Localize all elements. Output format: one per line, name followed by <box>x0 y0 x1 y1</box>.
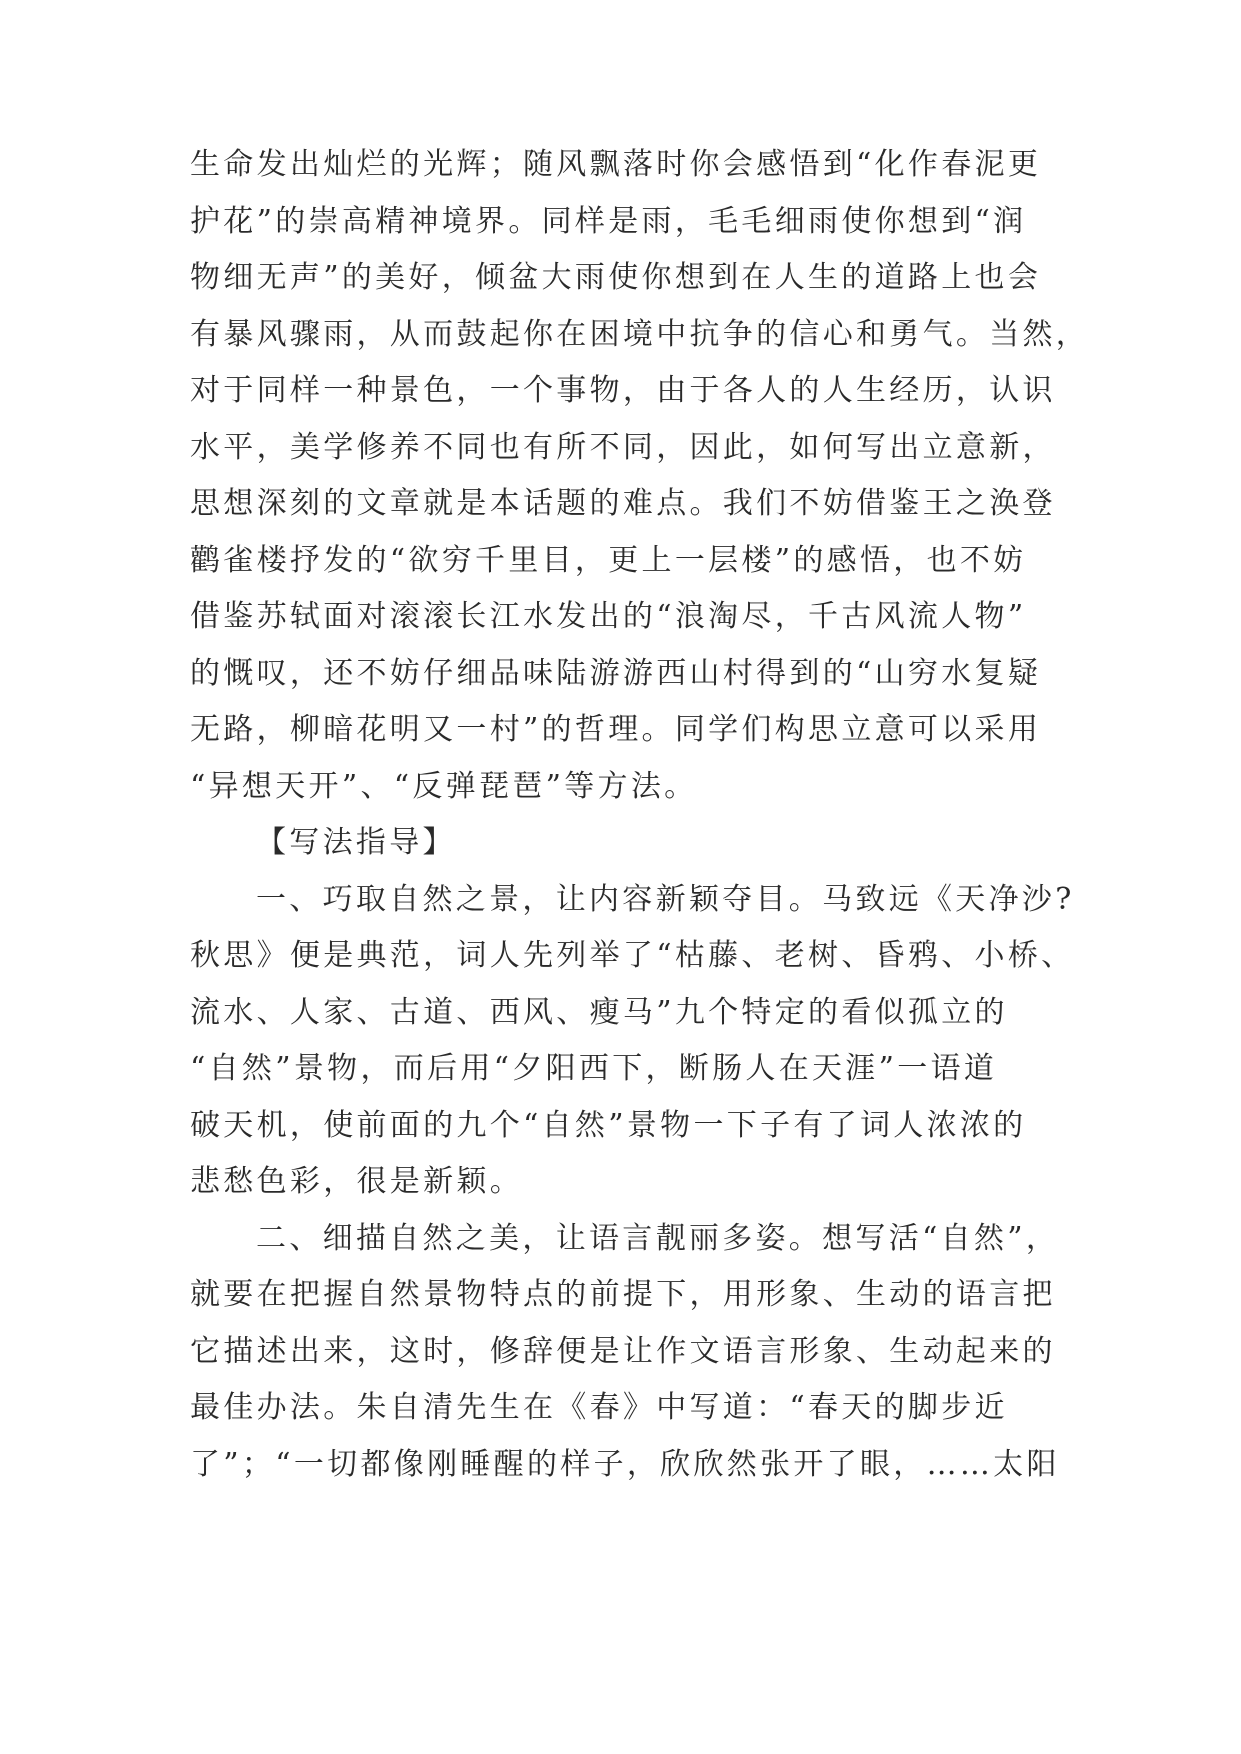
body-line: 了”；“一切都像刚睡醒的样子，欣欣然张开了眼，……太阳 <box>190 1447 1060 1482</box>
body-line: 就要在把握自然景物特点的前提下，用形象、生动的语言把 <box>190 1277 1056 1312</box>
body-line: 流水、人家、古道、西风、瘦马”九个特定的看似孤立的 <box>190 995 1008 1030</box>
body-line: 对于同样一种景色，一个事物，由于各人的人生经历，认识 <box>190 373 1056 408</box>
body-line: 悲愁色彩，很是新颖。 <box>190 1164 523 1199</box>
body-line: “自然”景物，而后用“夕阳西下，断肠人在天涯”一语道 <box>190 1051 998 1086</box>
body-line: 无路，柳暗花明又一村”的哲理。同学们构思立意可以采用 <box>190 712 1042 747</box>
paragraph-first-line: 一、巧取自然之景，让内容新颖夺目。马致远《天净沙? <box>256 882 1075 917</box>
body-line: 护花”的崇高精神境界。同样是雨，毛毛细雨使你想到“润 <box>190 204 1027 239</box>
body-line: 有暴风骤雨，从而鼓起你在困境中抗争的信心和勇气。当然， <box>190 317 1090 352</box>
body-line: 的慨叹，还不妨仔细品味陆游游西山村得到的“山穷水复疑 <box>190 656 1042 691</box>
paragraph-first-line: 二、细描自然之美，让语言靓丽多姿。想写活“自然”， <box>256 1221 1060 1256</box>
body-line: 物细无声”的美好，倾盆大雨使你想到在人生的道路上也会 <box>190 260 1042 295</box>
body-line: 思想深刻的文章就是本话题的难点。我们不妨借鉴王之涣登 <box>190 486 1056 521</box>
body-line: 破天机，使前面的九个“自然”景物一下子有了词人浓浓的 <box>190 1108 1027 1143</box>
body-line: 它描述出来，这时，修辞便是让作文语言形象、生动起来的 <box>190 1334 1056 1369</box>
body-line: 生命发出灿烂的光辉；随风飘落时你会感悟到“化作春泥更 <box>190 147 1042 182</box>
body-line: 鹳雀楼抒发的“欲穷千里目，更上一层楼”的感悟，也不妨 <box>190 543 1027 578</box>
body-line: 水平，美学修养不同也有所不同，因此，如何写出立意新， <box>190 430 1056 465</box>
section-heading: 【写法指导】 <box>256 825 456 860</box>
body-line: 借鉴苏轼面对滚滚长江水发出的“浪淘尽，千古风流人物” <box>190 599 1027 634</box>
body-line: 最佳办法。朱自清先生在《春》中写道：“春天的脚步近 <box>190 1390 1008 1425</box>
body-line: 秋思》便是典范，词人先列举了“枯藤、老树、昏鸦、小桥、 <box>190 938 1075 973</box>
body-line: “异想天开”、“反弹琵琶”等方法。 <box>190 769 698 804</box>
